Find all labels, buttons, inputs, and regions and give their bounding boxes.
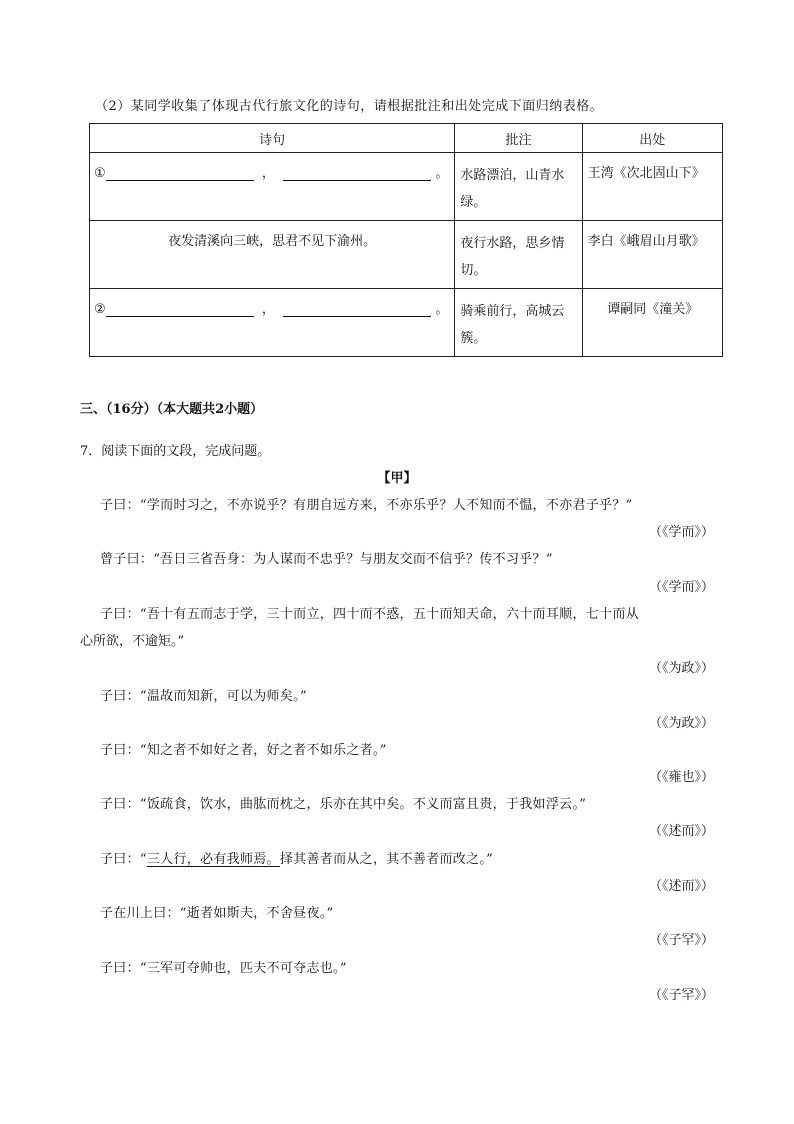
passage-line-continued: 心所欲，不逾矩。” bbox=[80, 634, 185, 649]
passage-citation: （《子罕》） bbox=[648, 988, 714, 1003]
table-row bbox=[90, 289, 723, 357]
period: 。 bbox=[435, 166, 449, 181]
passage-text: 子曰：“知之者不如好之者，好之者不如乐之者。” bbox=[100, 743, 387, 758]
passage-line bbox=[100, 685, 307, 704]
passage-text: 子曰：“吾十有五而志于学，三十而立，四十而不惑，五十而知天命，六十而耳顺，七十而从 bbox=[100, 607, 639, 622]
answer-blank[interactable] bbox=[106, 166, 254, 181]
underlined-phrase: 三人行，必有我师焉。 bbox=[146, 852, 280, 867]
source-cell: 李白《峨眉山月歌》 bbox=[582, 221, 722, 289]
blank-marker: ① bbox=[94, 166, 106, 181]
source-cell: 王湾《次北固山下》 bbox=[582, 153, 722, 221]
answer-blank[interactable] bbox=[283, 166, 431, 181]
passage-line bbox=[100, 548, 553, 567]
question-2-prompt: （2）某同学收集了体现古代行旅文化的诗句，请根据批注和出处完成下面归纳表格。 bbox=[95, 99, 604, 114]
passage-citation: （《学而》） bbox=[648, 580, 714, 595]
section-title: 三、（16分）（本大题共2小题） bbox=[80, 402, 264, 417]
verse-blank-cell-1 bbox=[90, 153, 455, 221]
passage-citation: （《述而》） bbox=[648, 824, 714, 839]
poetry-table bbox=[89, 123, 723, 357]
answer-blank[interactable] bbox=[106, 302, 254, 317]
passage-line bbox=[100, 957, 347, 976]
passage-line bbox=[100, 902, 334, 921]
passage-citation: （《为政》） bbox=[648, 661, 714, 676]
period: 。 bbox=[435, 302, 449, 317]
passage-line bbox=[100, 603, 639, 622]
header-note: 批注 bbox=[455, 124, 582, 153]
passage-line bbox=[100, 848, 493, 867]
passage-text: 子曰：“温故而知新，可以为师矣。” bbox=[100, 689, 307, 704]
passage-text: 子曰：“学而时习之，不亦说乎？有朋自远方来，不亦乐乎？人不知而不愠，不亦君子乎？” bbox=[100, 498, 633, 513]
verse-cell: 夜发清溪向三峡，思君不见下渝州。 bbox=[90, 221, 455, 289]
passage-text: 曾子曰：“吾日三省吾身：为人谋而不忠乎？与朋友交而不信乎？传不习乎？” bbox=[100, 552, 553, 567]
source-cell: 谭嗣同《潼关》 bbox=[582, 289, 722, 357]
note-cell: 水路漂泊，山青水绿。 bbox=[455, 153, 582, 221]
passage-citation: （《雍也》） bbox=[648, 770, 714, 785]
passage-citation: （《为政》） bbox=[648, 716, 714, 731]
passage-line bbox=[100, 739, 387, 758]
passage-citation: （《学而》） bbox=[648, 525, 714, 540]
table-row bbox=[90, 221, 723, 289]
passage-text: 子曰：“ bbox=[100, 852, 147, 867]
answer-blank[interactable] bbox=[283, 302, 431, 317]
note-cell: 骑乘前行，高城云簇。 bbox=[455, 289, 582, 357]
table-header-row bbox=[90, 124, 723, 153]
passage-text: 子曰：“三军可夺帅也，匹夫不可夺志也。” bbox=[100, 961, 347, 976]
passage-citation: （《述而》） bbox=[648, 879, 714, 894]
passage-label: 【甲】 bbox=[377, 471, 417, 486]
question-7-prompt: 7．阅读下面的文段，完成问题。 bbox=[80, 444, 271, 459]
header-verse: 诗句 bbox=[90, 124, 455, 153]
passage-text: 子曰：“饭疏食，饮水，曲肱而枕之，乐亦在其中矣。不义而富且贵，于我如浮云。” bbox=[100, 797, 587, 812]
note-cell: 夜行水路，思乡情切。 bbox=[455, 221, 582, 289]
comma: ， bbox=[261, 302, 275, 317]
passage-line bbox=[100, 494, 633, 513]
passage-text: 子在川上曰：“逝者如斯夫，不舍昼夜。” bbox=[100, 906, 334, 921]
header-source: 出处 bbox=[582, 124, 722, 153]
verse-blank-cell-2 bbox=[90, 289, 455, 357]
blank-marker: ② bbox=[94, 302, 106, 317]
table-row bbox=[90, 153, 723, 221]
comma: ， bbox=[261, 166, 275, 181]
passage-citation: （《子罕》） bbox=[648, 933, 714, 948]
passage-line bbox=[100, 793, 586, 812]
passage-text: 择其善者而从之，其不善者而改之。” bbox=[279, 852, 494, 867]
